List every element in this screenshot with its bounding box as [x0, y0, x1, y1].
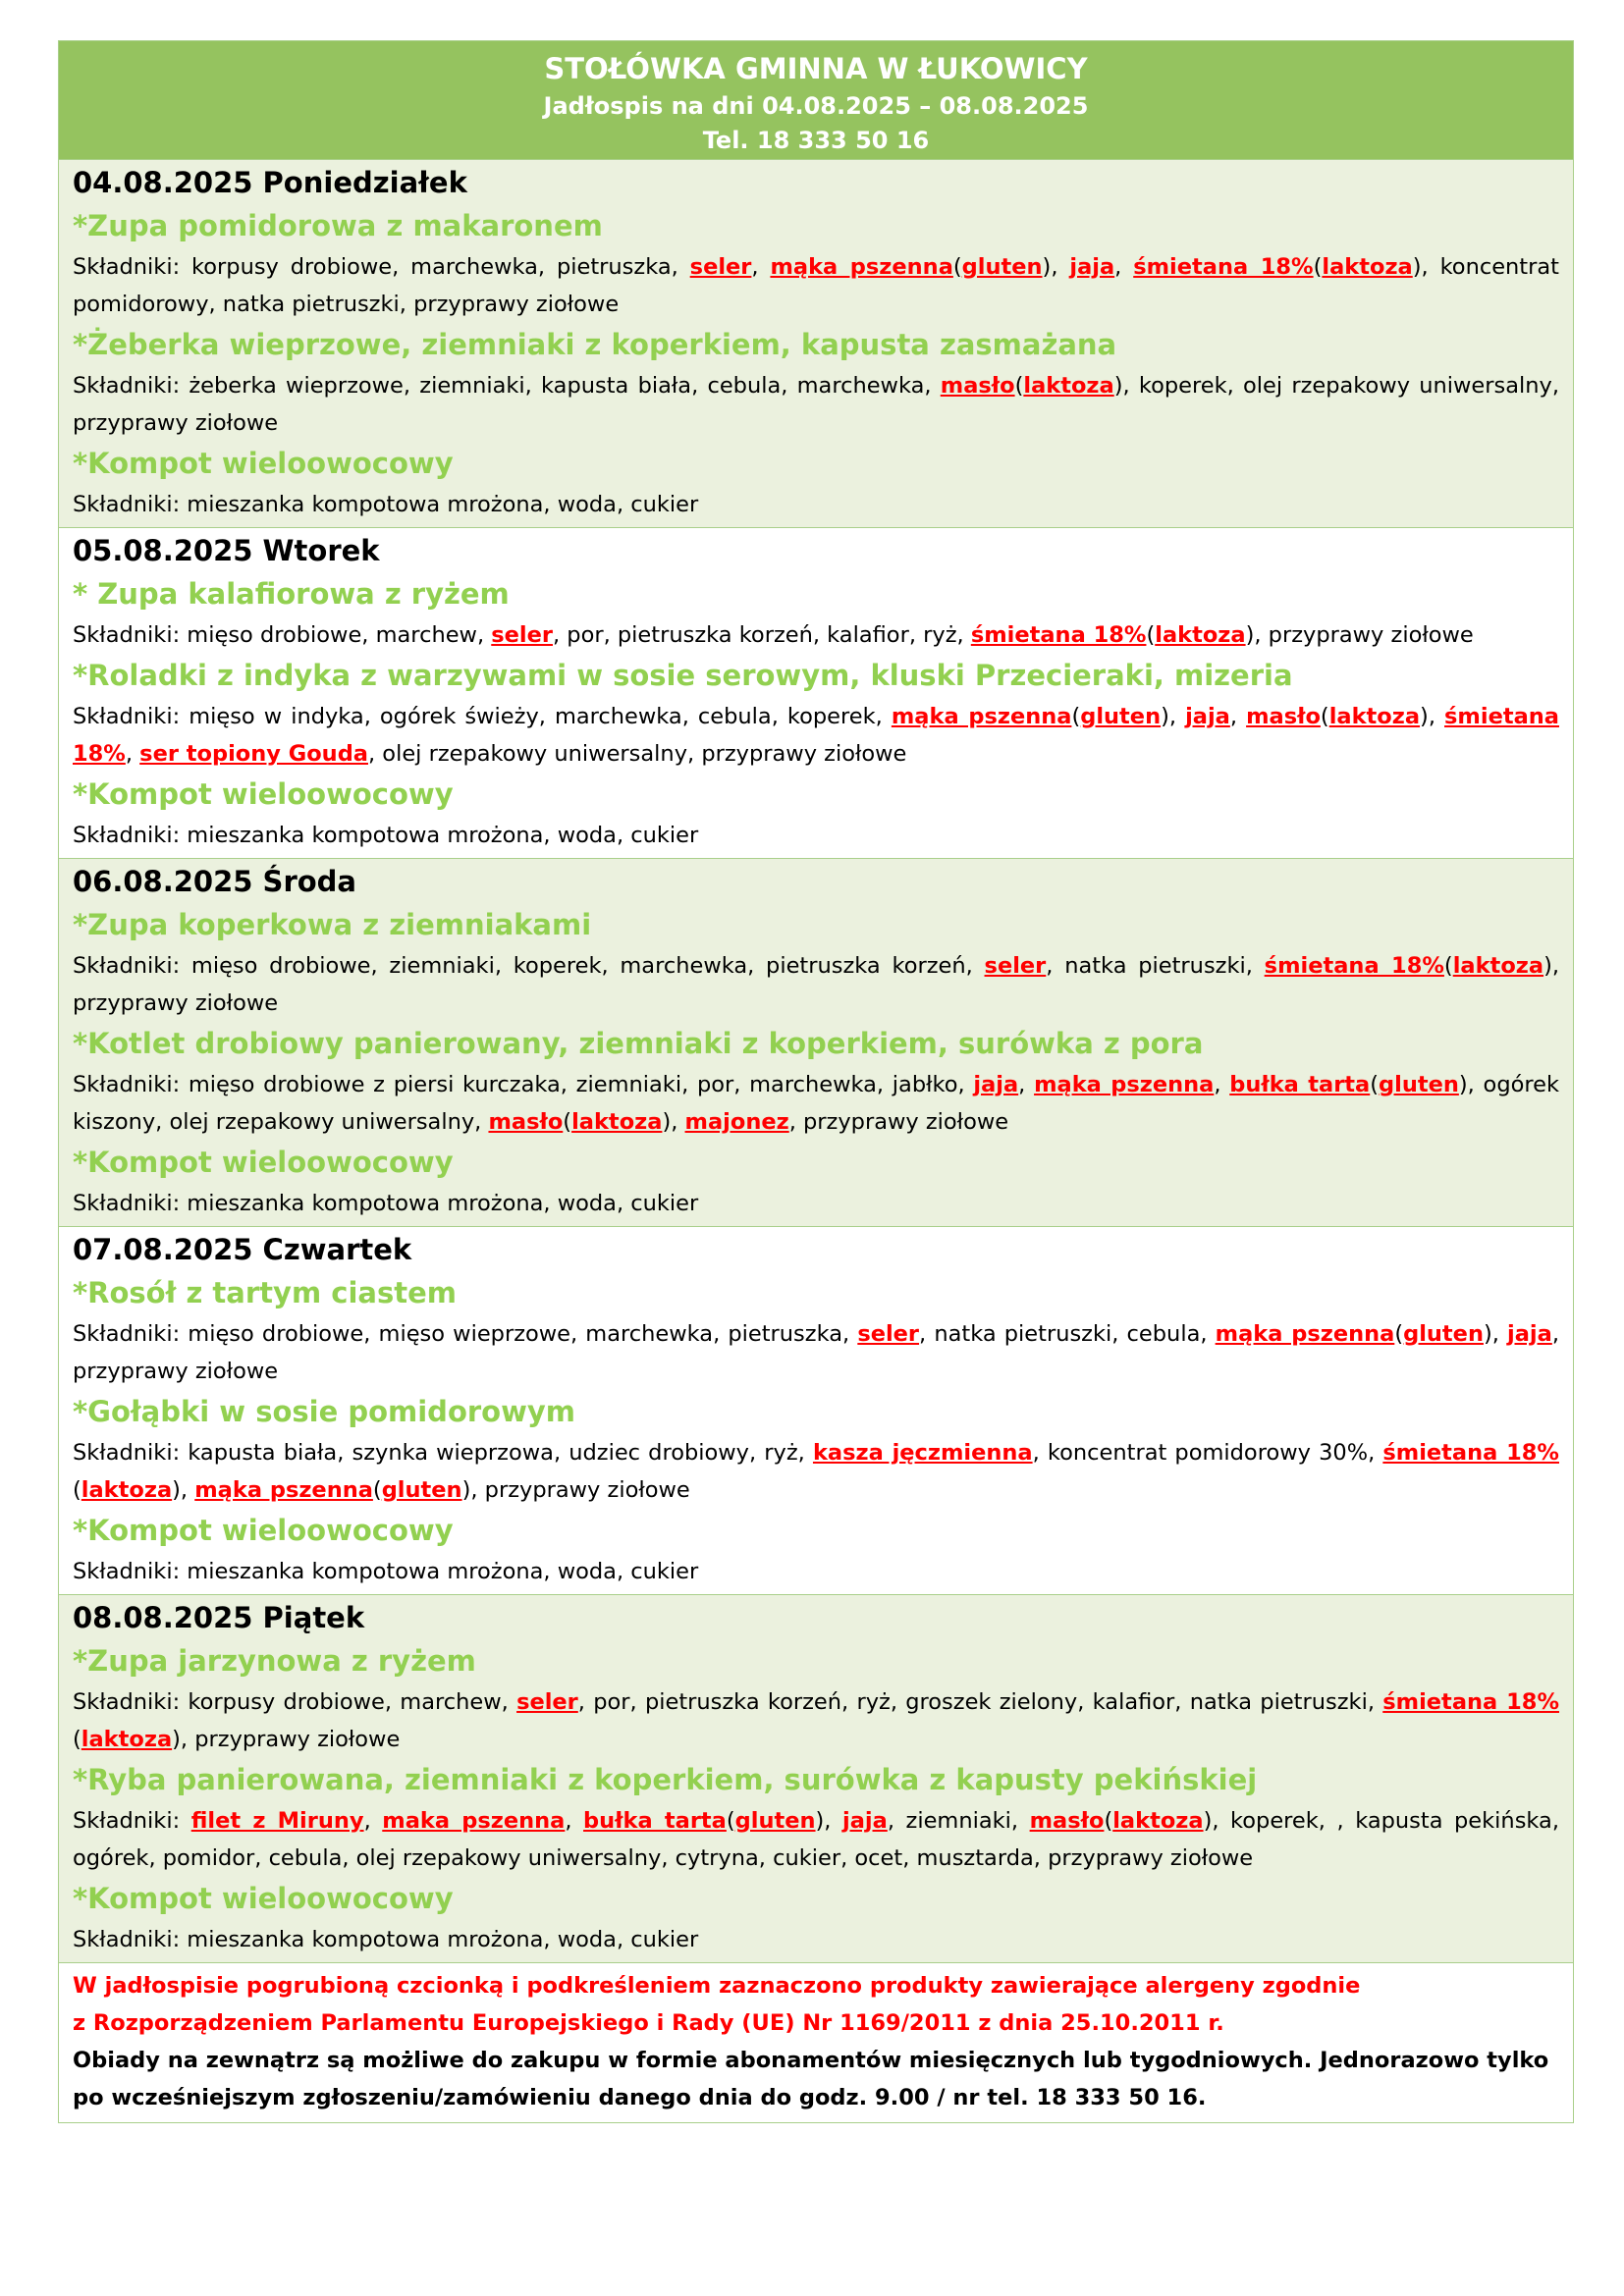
- dish-ingredients: [73, 1921, 1559, 1958]
- allergen-text: jaja: [1069, 254, 1115, 280]
- allergen-text: laktoza: [1112, 1808, 1204, 1834]
- ingredient-text: ,: [125, 741, 140, 767]
- dish-name: *Kompot wieloowocowy: [73, 1882, 454, 1915]
- ingredient-text: , przyprawy ziołowe: [73, 1321, 1559, 1384]
- dish-ingredients: [73, 1434, 1559, 1509]
- day-title: 08.08.2025 Piątek: [73, 1601, 365, 1634]
- dish-name: *Zupa jarzynowa z ryżem: [73, 1644, 476, 1678]
- dish-name: *Żeberka wieprzowe, ziemniaki z koperkiem, kapusta zasmażana: [73, 328, 1117, 361]
- ingredient-text: Składniki: żeberka wieprzowe, ziemniaki, kapusta biała, cebula, marchewka,: [73, 373, 941, 399]
- allergen-text: laktoza: [81, 1477, 173, 1503]
- allergen-text: laktoza: [81, 1727, 173, 1752]
- allergen-text: bułka tarta: [583, 1808, 727, 1834]
- dish-name: *Rosół z tartym ciastem: [73, 1276, 457, 1309]
- dish-name: *Zupa koperkowa z ziemniakami: [73, 908, 592, 941]
- ingredient-text: Składniki: mięso drobiowe, marchew,: [73, 622, 492, 648]
- ingredient-text: Składniki: mięso w indyka, ogórek świeży, marchewka, cebula, koperek,: [73, 704, 892, 729]
- dish-name: *Zupa pomidorowa z makaronem: [73, 209, 603, 242]
- ingredient-text: ,: [565, 1808, 584, 1834]
- dish-ingredients: [73, 1683, 1559, 1758]
- day-section: [59, 1594, 1573, 1962]
- allergen-text: gluten: [1379, 1072, 1459, 1097]
- allergen-text: śmietana 18%: [1382, 1689, 1560, 1715]
- ingredient-text: , koncentrat pomidorowy 30%,: [1032, 1440, 1383, 1466]
- dish-ingredients: [73, 1066, 1559, 1141]
- dish-name: *Kompot wieloowocowy: [73, 1514, 454, 1547]
- ingredient-text: (: [1014, 373, 1024, 399]
- ingredient-text: , olej rzepakowy uniwersalny, przyprawy ziołowe: [368, 741, 907, 767]
- ingredient-text: (: [726, 1808, 735, 1834]
- allergen-text: mąka pszenna: [194, 1477, 373, 1503]
- order-note: Obiady na zewnątrz są możliwe do zakupu w formie abonamentów miesięcznych lub tygodniowych. Jednorazowo tylko po wcześniejszym zgłoszeniu/zamówieniu danego dnia do godz. 9.00 / nr tel. 18 333 50 16.: [73, 2048, 1549, 2110]
- ingredient-text: , ziemniaki,: [887, 1808, 1030, 1834]
- allergen-text: śmietana 18%: [970, 622, 1147, 648]
- ingredient-text: , przyprawy ziołowe: [788, 1109, 1009, 1135]
- allergen-text: śmietana 18%: [1264, 953, 1444, 979]
- dish-ingredients: [73, 616, 1559, 654]
- canteen-title: STOŁÓWKA GMINNA W ŁUKOWICY: [544, 52, 1088, 85]
- allergen-text: majonez: [684, 1109, 789, 1135]
- allergen-text: gluten: [1080, 704, 1162, 729]
- dish-name: *Ryba panierowana, ziemniaki z koperkiem, surówka z kapusty pekińskiej: [73, 1763, 1258, 1796]
- day-title: 06.08.2025 Środa: [73, 865, 356, 898]
- ingredient-text: Składniki: mięso drobiowe, mięso wieprzowe, marchewka, pietruszka,: [73, 1321, 858, 1347]
- ingredient-text: Składniki: korpusy drobiowe, marchewka, pietruszka,: [73, 254, 690, 280]
- ingredient-text: (: [1104, 1808, 1113, 1834]
- ingredient-text: (: [1370, 1072, 1380, 1097]
- allergen-text: mąka pszenna: [1215, 1321, 1395, 1347]
- allergen-text: mąka pszenna: [1034, 1072, 1215, 1097]
- ingredient-text: Składniki: mieszanka kompotowa mrożona, woda, cukier: [73, 1559, 699, 1584]
- day-section: [59, 527, 1573, 858]
- ingredient-text: (: [1394, 1321, 1404, 1347]
- allergen-note-line-1: W jadłospisie pogrubioną czcionką i podkreśleniem zaznaczono produkty zawierające alergeny zgodnie: [73, 1973, 1361, 1999]
- ingredient-text: Składniki:: [73, 1808, 191, 1834]
- allergen-text: jaja: [842, 1808, 888, 1834]
- allergen-text: jaja: [1185, 704, 1230, 729]
- dish-name: *Kotlet drobiowy panierowany, ziemniaki z koperkiem, surówka z pora: [73, 1027, 1204, 1060]
- ingredient-text: Składniki: mieszanka kompotowa mrożona, woda, cukier: [73, 1191, 699, 1216]
- allergen-text: laktoza: [1322, 254, 1413, 280]
- ingredient-text: , por, pietruszka korzeń, kalafior, ryż,: [552, 622, 971, 648]
- menu-table: [58, 40, 1574, 2123]
- dish-name: *Roladki z indyka z warzywami w sosie serowym, kluski Przecieraki, mizeria: [73, 659, 1293, 692]
- day-title: 05.08.2025 Wtorek: [73, 534, 380, 567]
- dish-name: *Gołąbki w sosie pomidorowym: [73, 1395, 576, 1428]
- dish-name: *Kompot wieloowocowy: [73, 447, 454, 480]
- allergen-text: masło: [940, 373, 1015, 399]
- day-section: [59, 1226, 1573, 1594]
- ingredient-text: (: [1146, 622, 1156, 648]
- allergen-text: laktoza: [1023, 373, 1114, 399]
- ingredient-text: Składniki: kapusta biała, szynka wieprzowa, udziec drobiowy, ryż,: [73, 1440, 813, 1466]
- menu-footer: [59, 1962, 1573, 2122]
- allergen-text: śmietana 18%: [1133, 254, 1314, 280]
- dish-ingredients: [73, 248, 1559, 323]
- ingredient-text: ,: [363, 1808, 383, 1834]
- ingredient-text: Składniki: korpusy drobiowe, marchew,: [73, 1689, 517, 1715]
- allergen-text: mąka pszenna: [770, 254, 953, 280]
- dish-ingredients: [73, 817, 1559, 854]
- ingredient-text: ,: [1214, 1072, 1230, 1097]
- allergen-text: seler: [516, 1689, 578, 1715]
- allergen-text: śmietana 18%: [1382, 1440, 1559, 1466]
- allergen-text: ser topiony Gouda: [139, 741, 368, 767]
- ingredient-text: ,: [1229, 704, 1247, 729]
- allergen-text: seler: [857, 1321, 920, 1347]
- ingredient-text: , por, pietruszka korzeń, ryż, groszek zielony, kalafior, natka pietruszki,: [577, 1689, 1383, 1715]
- allergen-note-line-2: z Rozporządzeniem Parlamentu Europejskiego i Rady (UE) Nr 1169/2011 z dnia 25.10.2011 r.: [73, 2010, 1224, 2036]
- ingredient-text: Składniki: mieszanka kompotowa mrożona, woda, cukier: [73, 492, 699, 517]
- dish-name: *Kompot wieloowocowy: [73, 777, 454, 811]
- ingredient-text: (: [1313, 254, 1323, 280]
- ingredient-text: Składniki: mieszanka kompotowa mrożona, woda, cukier: [73, 1927, 699, 1952]
- dish-ingredients: [73, 698, 1559, 773]
- allergen-text: kasza jęczmienna: [812, 1440, 1033, 1466]
- allergen-text: seler: [984, 953, 1047, 979]
- dish-ingredients: [73, 1315, 1559, 1390]
- ingredient-text: ), przyprawy ziołowe: [172, 1727, 401, 1752]
- ingredient-text: ),: [172, 1477, 195, 1503]
- ingredient-text: ,: [751, 254, 771, 280]
- allergen-text: maka pszenna: [382, 1808, 566, 1834]
- ingredient-text: (: [1320, 704, 1329, 729]
- ingredient-text: Składniki: mięso drobiowe, ziemniaki, koperek, marchewka, pietruszka korzeń,: [73, 953, 985, 979]
- allergen-text: laktoza: [1155, 622, 1246, 648]
- ingredient-text: ), koperek, , kapusta pekińska, ogórek, pomidor, cebula, olej rzepakowy uniwersalny, cytryna, cukier, ocet, musztarda, przyprawy ziołowe: [73, 1808, 1559, 1871]
- dish-ingredients: [73, 947, 1559, 1022]
- ingredient-text: ), ogórek kiszony, olej rzepakowy uniwersalny,: [73, 1072, 1559, 1135]
- ingredient-text: ),: [1161, 704, 1186, 729]
- allergen-text: gluten: [1403, 1321, 1484, 1347]
- ingredient-text: ),: [1483, 1321, 1508, 1347]
- ingredient-text: (: [1443, 953, 1453, 979]
- allergen-text: laktoza: [1452, 953, 1544, 979]
- ingredient-text: ,: [1018, 1072, 1035, 1097]
- ingredient-text: ), koncentrat pomidorowy, natka pietruszki, przyprawy ziołowe: [73, 254, 1559, 317]
- allergen-text: masło: [488, 1109, 564, 1135]
- canteen-phone: Tel. 18 333 50 16: [702, 127, 930, 154]
- ingredient-text: (: [73, 1727, 81, 1752]
- ingredient-text: ), koperek, olej rzepakowy uniwersalny, przyprawy ziołowe: [73, 373, 1559, 436]
- allergen-text: laktoza: [571, 1109, 663, 1135]
- day-title: 07.08.2025 Czwartek: [73, 1233, 412, 1266]
- ingredient-text: (: [73, 1477, 81, 1503]
- ingredient-text: ),: [1420, 704, 1445, 729]
- dish-name: * Zupa kalafiorowa z ryżem: [73, 577, 510, 611]
- dish-ingredients: [73, 486, 1559, 523]
- ingredient-text: (: [1071, 704, 1081, 729]
- dish-ingredients: [73, 1802, 1559, 1877]
- allergen-text: gluten: [961, 254, 1043, 280]
- allergen-text: seler: [491, 622, 553, 648]
- day-title: 04.08.2025 Poniedziałek: [73, 166, 467, 199]
- allergen-text: gluten: [381, 1477, 462, 1503]
- dish-ingredients: [73, 1553, 1559, 1590]
- allergen-text: laktoza: [1328, 704, 1421, 729]
- allergen-text: masło: [1029, 1808, 1105, 1834]
- ingredient-text: ),: [1042, 254, 1070, 280]
- allergen-text: jaja: [1507, 1321, 1552, 1347]
- day-section: [59, 858, 1573, 1226]
- ingredient-text: ),: [815, 1808, 843, 1834]
- allergen-text: śmietana 18%: [73, 704, 1559, 767]
- allergen-text: bułka tarta: [1229, 1072, 1371, 1097]
- dish-name: *Kompot wieloowocowy: [73, 1146, 454, 1179]
- ingredient-text: Składniki: mieszanka kompotowa mrożona, woda, cukier: [73, 823, 699, 848]
- dish-ingredients: [73, 367, 1559, 442]
- ingredient-text: , natka pietruszki, cebula,: [919, 1321, 1216, 1347]
- allergen-text: filet z Miruny: [190, 1808, 364, 1834]
- menu-header: [59, 41, 1573, 159]
- ingredient-text: ), przyprawy ziołowe: [73, 953, 1559, 1016]
- ingredient-text: ,: [1114, 254, 1134, 280]
- allergen-text: jaja: [973, 1072, 1019, 1097]
- ingredient-text: ), przyprawy ziołowe: [1245, 622, 1474, 648]
- allergen-text: seler: [689, 254, 752, 280]
- menu-date-range: Jadłospis na dni 04.08.2025 – 08.08.2025: [543, 92, 1089, 120]
- allergen-text: mąka pszenna: [891, 704, 1072, 729]
- ingredient-text: (: [952, 254, 962, 280]
- ingredient-text: ),: [662, 1109, 685, 1135]
- ingredient-text: (: [372, 1477, 382, 1503]
- ingredient-text: ), przyprawy ziołowe: [461, 1477, 690, 1503]
- day-section: [59, 159, 1573, 527]
- ingredient-text: (: [563, 1109, 572, 1135]
- dish-ingredients: [73, 1185, 1559, 1222]
- ingredient-text: Składniki: mięso drobiowe z piersi kurczaka, ziemniaki, por, marchewka, jabłko,: [73, 1072, 974, 1097]
- allergen-text: masło: [1246, 704, 1321, 729]
- ingredient-text: , natka pietruszki,: [1046, 953, 1265, 979]
- days-list: [59, 159, 1573, 1962]
- allergen-text: gluten: [734, 1808, 816, 1834]
